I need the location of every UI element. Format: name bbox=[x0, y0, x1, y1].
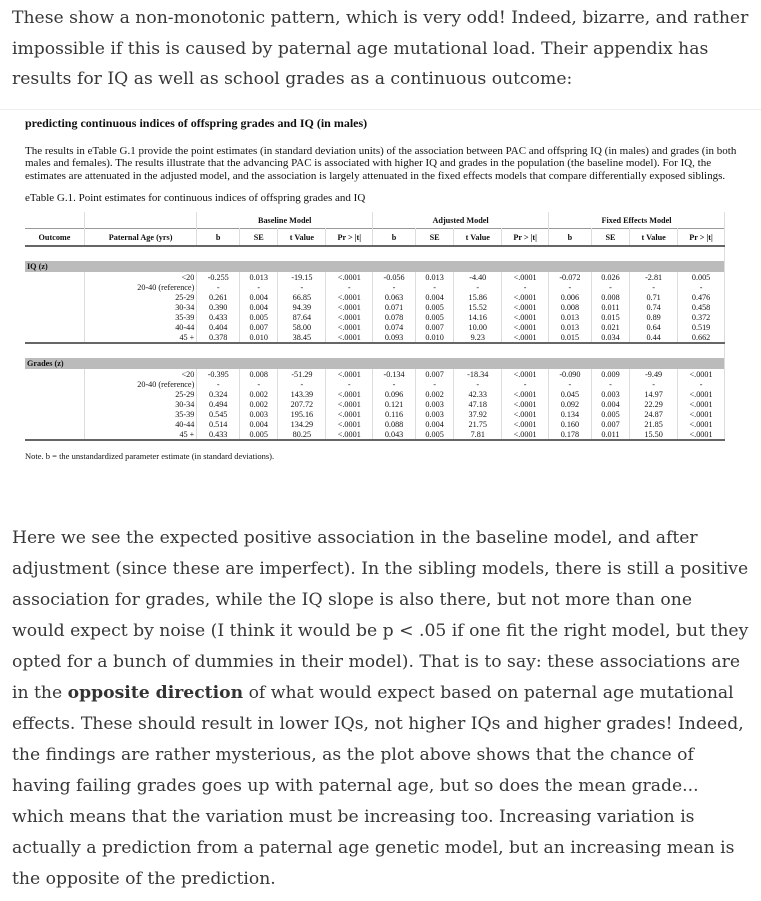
value-cell: 0.005 bbox=[678, 272, 725, 282]
value-cell: <.0001 bbox=[678, 429, 725, 440]
value-cell: 0.003 bbox=[415, 399, 453, 409]
value-cell: 15.52 bbox=[454, 302, 502, 312]
value-cell: 0.004 bbox=[240, 419, 278, 429]
value-cell: 0.134 bbox=[549, 409, 592, 419]
value-cell: - bbox=[326, 379, 373, 389]
value-cell: <.0001 bbox=[502, 369, 549, 379]
value-cell: -9.49 bbox=[630, 369, 678, 379]
value-cell: 0.372 bbox=[678, 312, 725, 322]
value-cell: - bbox=[549, 282, 592, 292]
value-cell: - bbox=[415, 379, 453, 389]
value-cell: 195.16 bbox=[278, 409, 326, 419]
value-cell: -18.34 bbox=[454, 369, 502, 379]
value-cell: 0.662 bbox=[678, 332, 725, 343]
value-cell: 0.004 bbox=[591, 399, 629, 409]
value-cell: - bbox=[240, 379, 278, 389]
value-cell: 0.476 bbox=[678, 292, 725, 302]
value-cell: 0.121 bbox=[373, 399, 416, 409]
value-cell: 14.16 bbox=[454, 312, 502, 322]
column-header: b bbox=[197, 229, 240, 247]
table-row bbox=[25, 292, 725, 302]
value-cell: - bbox=[549, 379, 592, 389]
value-cell: 0.004 bbox=[415, 419, 453, 429]
value-cell: 0.545 bbox=[197, 409, 240, 419]
value-cell: - bbox=[630, 282, 678, 292]
table-row bbox=[25, 409, 725, 419]
value-cell: -0.134 bbox=[373, 369, 416, 379]
value-cell: <.0001 bbox=[502, 302, 549, 312]
value-cell: 0.043 bbox=[373, 429, 416, 440]
value-cell: - bbox=[591, 379, 629, 389]
value-cell: - bbox=[502, 282, 549, 292]
value-cell: 38.45 bbox=[278, 332, 326, 343]
value-cell: 0.015 bbox=[591, 312, 629, 322]
value-cell: <.0001 bbox=[326, 332, 373, 343]
value-cell: 0.009 bbox=[591, 369, 629, 379]
group-baseline: Baseline Model bbox=[197, 212, 373, 229]
value-cell: 47.18 bbox=[454, 399, 502, 409]
value-cell: <.0001 bbox=[326, 302, 373, 312]
value-cell: 0.008 bbox=[549, 302, 592, 312]
section-row bbox=[25, 261, 725, 272]
value-cell: 0.404 bbox=[197, 322, 240, 332]
column-header: SE bbox=[591, 229, 629, 247]
value-cell: 0.002 bbox=[240, 399, 278, 409]
age-cell: 45 + bbox=[84, 332, 196, 343]
value-cell: 9.23 bbox=[454, 332, 502, 343]
value-cell: 0.010 bbox=[240, 332, 278, 343]
value-cell: 0.44 bbox=[630, 332, 678, 343]
value-cell: - bbox=[502, 379, 549, 389]
value-cell: 7.81 bbox=[454, 429, 502, 440]
column-header-row bbox=[25, 229, 725, 247]
value-cell: 0.011 bbox=[591, 429, 629, 440]
value-cell: 0.006 bbox=[549, 292, 592, 302]
age-cell: 45 + bbox=[84, 429, 196, 440]
value-cell: 87.64 bbox=[278, 312, 326, 322]
table-row bbox=[25, 282, 725, 292]
body-paragraph bbox=[0, 523, 761, 895]
value-cell: 0.026 bbox=[591, 272, 629, 282]
value-cell: 0.074 bbox=[373, 322, 416, 332]
column-header: t Value bbox=[454, 229, 502, 247]
value-cell: 0.89 bbox=[630, 312, 678, 322]
table-row bbox=[25, 322, 725, 332]
table-figure-image bbox=[0, 109, 761, 495]
figure-caption: eTable G.1. Point estimates for continuous indices of offspring grades and IQ bbox=[25, 192, 366, 204]
value-cell: -0.090 bbox=[549, 369, 592, 379]
column-header: t Value bbox=[630, 229, 678, 247]
value-cell: <.0001 bbox=[502, 409, 549, 419]
value-cell: 0.045 bbox=[549, 389, 592, 399]
value-cell: <.0001 bbox=[326, 292, 373, 302]
value-cell: 0.021 bbox=[591, 322, 629, 332]
value-cell: 0.013 bbox=[549, 312, 592, 322]
age-cell: 25-29 bbox=[84, 292, 196, 302]
column-header: b bbox=[373, 229, 416, 247]
value-cell: <.0001 bbox=[502, 399, 549, 409]
value-cell: -0.395 bbox=[197, 369, 240, 379]
age-cell: 30-34 bbox=[84, 399, 196, 409]
value-cell: 0.007 bbox=[415, 369, 453, 379]
age-cell: <20 bbox=[84, 369, 196, 379]
value-cell: <.0001 bbox=[326, 389, 373, 399]
column-header: SE bbox=[240, 229, 278, 247]
value-cell: 0.116 bbox=[373, 409, 416, 419]
value-cell: 0.178 bbox=[549, 429, 592, 440]
value-cell: - bbox=[278, 282, 326, 292]
intro-paragraph: These show a non-monotonic pattern, which is very odd! Indeed, bizarre, and rather impossible if this is caused by paternal age mutational load. Their appendix has results for IQ as well as school grades as a continuous outcome: bbox=[12, 8, 749, 89]
value-cell: - bbox=[278, 379, 326, 389]
table-row bbox=[25, 332, 725, 343]
column-header: SE bbox=[415, 229, 453, 247]
value-cell: 0.433 bbox=[197, 312, 240, 322]
table-row bbox=[25, 272, 725, 282]
value-cell: 0.64 bbox=[630, 322, 678, 332]
value-cell: <.0001 bbox=[502, 332, 549, 343]
value-cell: 0.007 bbox=[240, 322, 278, 332]
group-header-row bbox=[25, 212, 725, 229]
value-cell: 80.25 bbox=[278, 429, 326, 440]
value-cell: <.0001 bbox=[502, 322, 549, 332]
section-label: Grades (z) bbox=[25, 358, 725, 369]
value-cell: 0.008 bbox=[591, 292, 629, 302]
value-cell: 0.519 bbox=[678, 322, 725, 332]
value-cell: 0.034 bbox=[591, 332, 629, 343]
age-cell: 35-39 bbox=[84, 409, 196, 419]
value-cell: -0.255 bbox=[197, 272, 240, 282]
value-cell: 0.003 bbox=[240, 409, 278, 419]
value-cell: -51.29 bbox=[278, 369, 326, 379]
value-cell: 0.74 bbox=[630, 302, 678, 312]
column-header: Paternal Age (yrs) bbox=[84, 229, 196, 247]
value-cell: <.0001 bbox=[502, 419, 549, 429]
value-cell: 143.39 bbox=[278, 389, 326, 399]
value-cell: 0.013 bbox=[415, 272, 453, 282]
table-note: Note. b = the unstandardized parameter estimate (in standard deviations). bbox=[25, 451, 275, 461]
age-cell: 25-29 bbox=[84, 389, 196, 399]
value-cell: 0.005 bbox=[415, 429, 453, 440]
value-cell: -19.15 bbox=[278, 272, 326, 282]
value-cell: 0.002 bbox=[240, 389, 278, 399]
table-row bbox=[25, 429, 725, 440]
value-cell: <.0001 bbox=[326, 322, 373, 332]
table-row bbox=[25, 419, 725, 429]
value-cell: - bbox=[415, 282, 453, 292]
value-cell: 0.010 bbox=[415, 332, 453, 343]
value-cell: 0.002 bbox=[415, 389, 453, 399]
value-cell: 0.71 bbox=[630, 292, 678, 302]
table-row bbox=[25, 399, 725, 409]
value-cell: 0.005 bbox=[591, 409, 629, 419]
value-cell: 0.514 bbox=[197, 419, 240, 429]
value-cell: 0.004 bbox=[240, 302, 278, 312]
group-fixed-effects: Fixed Effects Model bbox=[549, 212, 725, 229]
value-cell: <.0001 bbox=[678, 419, 725, 429]
table-row bbox=[25, 389, 725, 399]
value-cell: <.0001 bbox=[326, 312, 373, 322]
value-cell: 0.096 bbox=[373, 389, 416, 399]
value-cell: <.0001 bbox=[502, 429, 549, 440]
value-cell: <.0001 bbox=[502, 389, 549, 399]
value-cell: 0.004 bbox=[240, 292, 278, 302]
column-header: b bbox=[549, 229, 592, 247]
value-cell: 0.013 bbox=[549, 322, 592, 332]
age-cell: 35-39 bbox=[84, 312, 196, 322]
value-cell: 0.390 bbox=[197, 302, 240, 312]
value-cell: 0.458 bbox=[678, 302, 725, 312]
value-cell: 0.324 bbox=[197, 389, 240, 399]
value-cell: 94.39 bbox=[278, 302, 326, 312]
value-cell: - bbox=[197, 379, 240, 389]
value-cell: 0.494 bbox=[197, 399, 240, 409]
value-cell: - bbox=[454, 282, 502, 292]
value-cell: -4.40 bbox=[454, 272, 502, 282]
column-header: Outcome bbox=[25, 229, 84, 247]
value-cell: <.0001 bbox=[502, 272, 549, 282]
column-header: Pr > |t| bbox=[502, 229, 549, 247]
value-cell: 0.093 bbox=[373, 332, 416, 343]
table-row bbox=[25, 302, 725, 312]
value-cell: <.0001 bbox=[678, 409, 725, 419]
value-cell: 0.015 bbox=[549, 332, 592, 343]
body-text-2: of what would expect based on paternal age mutational effects. These should result in lower IQs, not higher IQs and higher grades! Indeed, the findings are rather mysterious, as the plot above shows that the chance of having failing grades goes up with paternal age, but so does the mean grade... which means that the variation must be increasing too. Increasing variation is actually a prediction from a paternal age genetic model, but an increasing mean is the opposite of the prediction. bbox=[12, 682, 744, 889]
age-cell: 20-40 (reference) bbox=[84, 282, 196, 292]
table-row bbox=[25, 312, 725, 322]
value-cell: - bbox=[678, 282, 725, 292]
value-cell: 0.160 bbox=[549, 419, 592, 429]
value-cell: 0.003 bbox=[591, 389, 629, 399]
value-cell: 0.011 bbox=[591, 302, 629, 312]
value-cell: <.0001 bbox=[678, 369, 725, 379]
value-cell: 207.72 bbox=[278, 399, 326, 409]
value-cell: 0.005 bbox=[240, 429, 278, 440]
estimates-table bbox=[25, 212, 725, 441]
value-cell: 0.004 bbox=[415, 292, 453, 302]
value-cell: - bbox=[630, 379, 678, 389]
section-label: IQ (z) bbox=[25, 261, 725, 272]
value-cell: 37.92 bbox=[454, 409, 502, 419]
value-cell: 0.378 bbox=[197, 332, 240, 343]
section-row bbox=[25, 358, 725, 369]
value-cell: 0.092 bbox=[549, 399, 592, 409]
value-cell: 66.85 bbox=[278, 292, 326, 302]
value-cell: 0.008 bbox=[240, 369, 278, 379]
value-cell: - bbox=[197, 282, 240, 292]
value-cell: 0.003 bbox=[415, 409, 453, 419]
body-bold-text: opposite direction bbox=[67, 682, 244, 703]
value-cell: <.0001 bbox=[326, 399, 373, 409]
column-header: Pr > |t| bbox=[326, 229, 373, 247]
value-cell: <.0001 bbox=[326, 369, 373, 379]
value-cell: 0.007 bbox=[591, 419, 629, 429]
value-cell: 0.433 bbox=[197, 429, 240, 440]
value-cell: -0.056 bbox=[373, 272, 416, 282]
value-cell: - bbox=[678, 379, 725, 389]
value-cell: 0.261 bbox=[197, 292, 240, 302]
value-cell: 58.00 bbox=[278, 322, 326, 332]
column-header: t Value bbox=[278, 229, 326, 247]
value-cell: 0.005 bbox=[240, 312, 278, 322]
value-cell: 21.75 bbox=[454, 419, 502, 429]
value-cell: <.0001 bbox=[678, 399, 725, 409]
value-cell: 14.97 bbox=[630, 389, 678, 399]
value-cell: - bbox=[591, 282, 629, 292]
column-header: Pr > |t| bbox=[678, 229, 725, 247]
value-cell: <.0001 bbox=[326, 272, 373, 282]
value-cell: 0.071 bbox=[373, 302, 416, 312]
figure-description: The results in eTable G.1 provide the point estimates (in standard deviation units) of the association between PAC and offspring IQ (in males) and grades (in both males and females). The results illustrate that the advancing PAC is associated with higher IQ and grades in the population (the baseline model). For IQ, the estimates are attenuated in the adjusted model, and the association is largely attenuated in the fixed effects models that compare differentially exposed siblings. bbox=[25, 144, 737, 182]
value-cell: - bbox=[240, 282, 278, 292]
value-cell: -2.81 bbox=[630, 272, 678, 282]
table-row bbox=[25, 379, 725, 389]
figure-title: predicting continuous indices of offspring grades and IQ (in males) bbox=[25, 115, 368, 130]
age-cell: 30-34 bbox=[84, 302, 196, 312]
value-cell: - bbox=[373, 282, 416, 292]
value-cell: <.0001 bbox=[502, 292, 549, 302]
age-cell: 40-44 bbox=[84, 322, 196, 332]
value-cell: 0.005 bbox=[415, 312, 453, 322]
value-cell: 134.29 bbox=[278, 419, 326, 429]
value-cell: <.0001 bbox=[326, 429, 373, 440]
value-cell: 21.85 bbox=[630, 419, 678, 429]
value-cell: <.0001 bbox=[326, 409, 373, 419]
value-cell: <.0001 bbox=[502, 312, 549, 322]
value-cell: <.0001 bbox=[678, 389, 725, 399]
value-cell: - bbox=[373, 379, 416, 389]
value-cell: 22.29 bbox=[630, 399, 678, 409]
value-cell: 0.007 bbox=[415, 322, 453, 332]
value-cell: 0.005 bbox=[415, 302, 453, 312]
value-cell: 10.00 bbox=[454, 322, 502, 332]
value-cell: 0.063 bbox=[373, 292, 416, 302]
group-adjusted: Adjusted Model bbox=[373, 212, 549, 229]
age-cell: <20 bbox=[84, 272, 196, 282]
value-cell: 42.33 bbox=[454, 389, 502, 399]
value-cell: <.0001 bbox=[326, 419, 373, 429]
value-cell: 0.088 bbox=[373, 419, 416, 429]
value-cell: 15.50 bbox=[630, 429, 678, 440]
value-cell: 0.078 bbox=[373, 312, 416, 322]
body-text-1: Here we see the expected positive association in the baseline model, and after adjustment (since these are imperfect). In the sibling models, there is still a positive association for grades, while the IQ slope is also there, but not more than one would expect by noise (I think it would be p < .05 if one fit the right model, but they opted for a bunch of dummies in their model). That is to say: these associations are in the bbox=[12, 527, 749, 703]
value-cell: 15.86 bbox=[454, 292, 502, 302]
value-cell: - bbox=[454, 379, 502, 389]
age-cell: 40-44 bbox=[84, 419, 196, 429]
value-cell: -0.072 bbox=[549, 272, 592, 282]
value-cell: - bbox=[326, 282, 373, 292]
table-row bbox=[25, 369, 725, 379]
value-cell: 0.013 bbox=[240, 272, 278, 282]
value-cell: 24.87 bbox=[630, 409, 678, 419]
age-cell: 20-40 (reference) bbox=[84, 379, 196, 389]
